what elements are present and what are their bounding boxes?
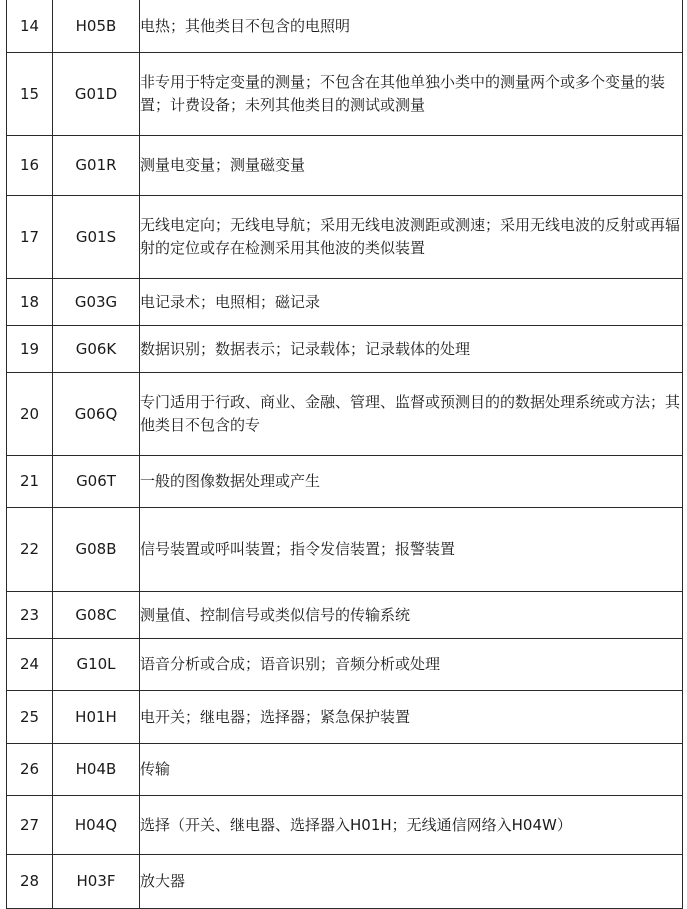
ipc-code: G03G: [53, 279, 140, 326]
ipc-code: G06T: [53, 456, 140, 508]
row-number: 20: [7, 373, 53, 456]
table-body: [7, 0, 683, 909]
row-number: 28: [7, 855, 53, 909]
row-number: 22: [7, 508, 53, 592]
ipc-code: H03F: [53, 855, 140, 909]
ipc-description: 传输: [140, 744, 683, 796]
ipc-code: H04Q: [53, 796, 140, 855]
table-row: [7, 796, 683, 855]
table-row: [7, 855, 683, 909]
table-row: [7, 691, 683, 744]
ipc-code: H01H: [53, 691, 140, 744]
row-number: 27: [7, 796, 53, 855]
ipc-description: 语音分析或合成；语音识别；音频分析或处理: [140, 639, 683, 691]
table-row: [7, 744, 683, 796]
ipc-description: 电开关；继电器；选择器；紧急保护装置: [140, 691, 683, 744]
ipc-code: G01D: [53, 53, 140, 136]
table-row: [7, 326, 683, 373]
ipc-description: 信号装置或呼叫装置；指令发信装置；报警装置: [140, 508, 683, 592]
table-row: [7, 592, 683, 639]
table-row: [7, 279, 683, 326]
table-row: [7, 136, 683, 196]
ipc-description: 选择（开关、继电器、选择器入H01H；无线通信网络入H04W）: [140, 796, 683, 855]
ipc-description: 测量电变量；测量磁变量: [140, 136, 683, 196]
table-row: [7, 639, 683, 691]
row-number: 21: [7, 456, 53, 508]
ipc-description: 专门适用于行政、商业、金融、管理、监督或预测目的的数据处理系统或方法；其他类目不包含的专: [140, 373, 683, 456]
ipc-code: G01R: [53, 136, 140, 196]
row-number: 25: [7, 691, 53, 744]
ipc-code: G06K: [53, 326, 140, 373]
row-number: 18: [7, 279, 53, 326]
ipc-description: 测量值、控制信号或类似信号的传输系统: [140, 592, 683, 639]
ipc-description: 电热；其他类目不包含的电照明: [140, 0, 683, 53]
row-number: 15: [7, 53, 53, 136]
row-number: 24: [7, 639, 53, 691]
row-number: 16: [7, 136, 53, 196]
ipc-code: G08B: [53, 508, 140, 592]
ipc-description: 放大器: [140, 855, 683, 909]
ipc-description: 数据识别；数据表示；记录载体；记录载体的处理: [140, 326, 683, 373]
ipc-description: 非专用于特定变量的测量；不包含在其他单独小类中的测量两个或多个变量的装置；计费设备；未列其他类目的测试或测量: [140, 53, 683, 136]
table-row: [7, 508, 683, 592]
ipc-description: 一般的图像数据处理或产生: [140, 456, 683, 508]
table-row: [7, 196, 683, 279]
ipc-code: H04B: [53, 744, 140, 796]
ipc-code: G08C: [53, 592, 140, 639]
ipc-description: 电记录术；电照相；磁记录: [140, 279, 683, 326]
ipc-code: H05B: [53, 0, 140, 53]
row-number: 26: [7, 744, 53, 796]
ipc-code: G01S: [53, 196, 140, 279]
table-row: [7, 456, 683, 508]
ipc-description: 无线电定向；无线电导航；采用无线电波测距或测速；采用无线电波的反射或再辐射的定位或存在检测采用其他波的类似装置: [140, 196, 683, 279]
row-number: 23: [7, 592, 53, 639]
ipc-code: G10L: [53, 639, 140, 691]
ipc-code: G06Q: [53, 373, 140, 456]
table-row: [7, 0, 683, 53]
row-number: 14: [7, 0, 53, 53]
table-row: [7, 373, 683, 456]
row-number: 17: [7, 196, 53, 279]
table-row: [7, 53, 683, 136]
row-number: 19: [7, 326, 53, 373]
ipc-classification-table: [6, 0, 683, 909]
